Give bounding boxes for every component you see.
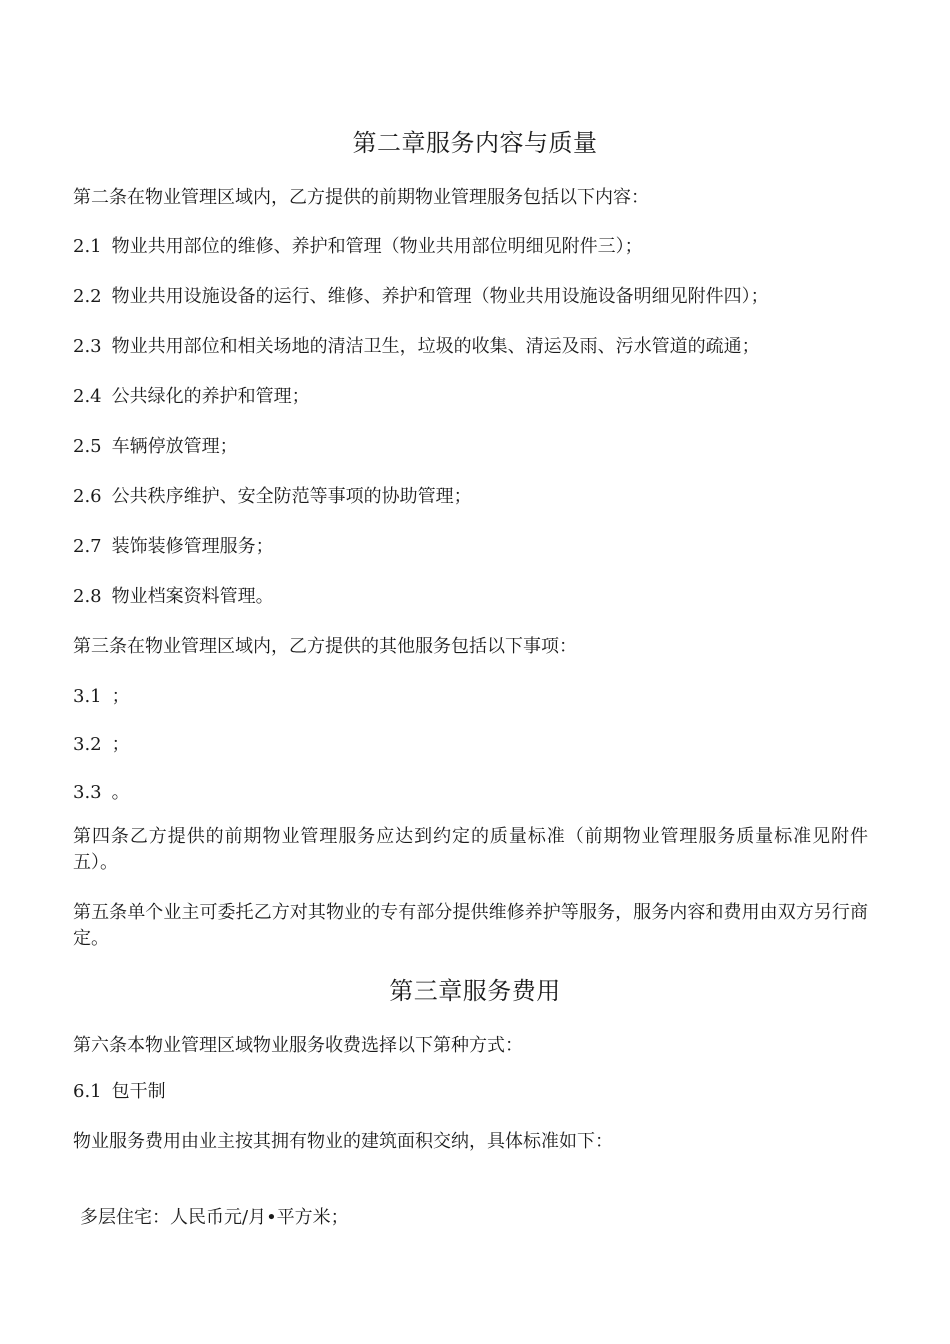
list-item <box>73 384 873 410</box>
list-item <box>73 1079 873 1105</box>
list-item <box>73 684 873 710</box>
item-text: 车辆停放管理； <box>111 436 238 457</box>
item-number: 2.8 <box>73 586 102 607</box>
item-number: 2.4 <box>73 386 102 407</box>
item-number: 2.1 <box>73 236 102 257</box>
article-6: 第六条本物业管理区域物业服务收费选择以下第种方式： <box>73 1035 523 1056</box>
item-text: 公共秩序维护、安全防范等事项的协助管理； <box>111 486 472 507</box>
item-number: 3.2 <box>73 734 102 755</box>
chapter-2-title: 第二章服务内容与质量 <box>352 129 598 157</box>
item-number: 3.1 <box>73 686 102 707</box>
list-item <box>73 534 873 560</box>
list-item <box>73 234 873 260</box>
chapter-3-title: 第三章服务费用 <box>389 977 561 1005</box>
article-3: 第三条在物业管理区域内，乙方提供的其他服务包括以下事项： <box>73 636 577 657</box>
item-number: 2.5 <box>73 436 102 457</box>
residential-fee: 多层住宅：人民币元/月•平方米； <box>80 1207 349 1228</box>
item-number: 2.6 <box>73 486 102 507</box>
item-text: 物业共用设施设备的运行、维修、养护和管理（物业共用设施设备明细见附件四）； <box>111 286 769 307</box>
list-item <box>73 434 873 460</box>
item-text: 。 <box>111 782 130 803</box>
list-item <box>73 284 873 310</box>
item-text: 包干制 <box>111 1081 166 1102</box>
item-text: 装饰装修管理服务； <box>111 536 274 557</box>
fee-note: 物业服务费用由业主按其拥有物业的建筑面积交纳，具体标准如下： <box>73 1131 613 1152</box>
article-2: 第二条在物业管理区域内，乙方提供的前期物业管理服务包括以下内容： <box>73 187 649 208</box>
item-number: 6.1 <box>73 1081 102 1102</box>
item-text: ； <box>111 686 130 707</box>
list-item <box>73 334 873 360</box>
article-4: 第四条乙方提供的前期物业管理服务应达到约定的质量标准（前期物业管理服务质量标准见附件五）。 <box>73 826 868 873</box>
item-number: 2.2 <box>73 286 102 307</box>
article-5: 第五条单个业主可委托乙方对其物业的专有部分提供维修养护等服务，服务内容和费用由双方另行商定。 <box>73 902 868 949</box>
item-number: 3.3 <box>73 782 102 803</box>
item-text: 物业共用部位的维修、养护和管理（物业共用部位明细见附件三）； <box>111 236 643 257</box>
item-number: 2.7 <box>73 536 102 557</box>
item-text: 物业共用部位和相关场地的清洁卫生，垃圾的收集、清运及雨、污水管道的疏通； <box>111 336 760 357</box>
list-item <box>73 584 873 610</box>
item-text: 物业档案资料管理。 <box>111 586 274 607</box>
item-text: ； <box>111 734 130 755</box>
list-item <box>73 732 873 758</box>
item-text: 公共绿化的养护和管理； <box>111 386 310 407</box>
list-item <box>73 484 873 510</box>
list-item <box>73 780 873 806</box>
item-number: 2.3 <box>73 336 102 357</box>
